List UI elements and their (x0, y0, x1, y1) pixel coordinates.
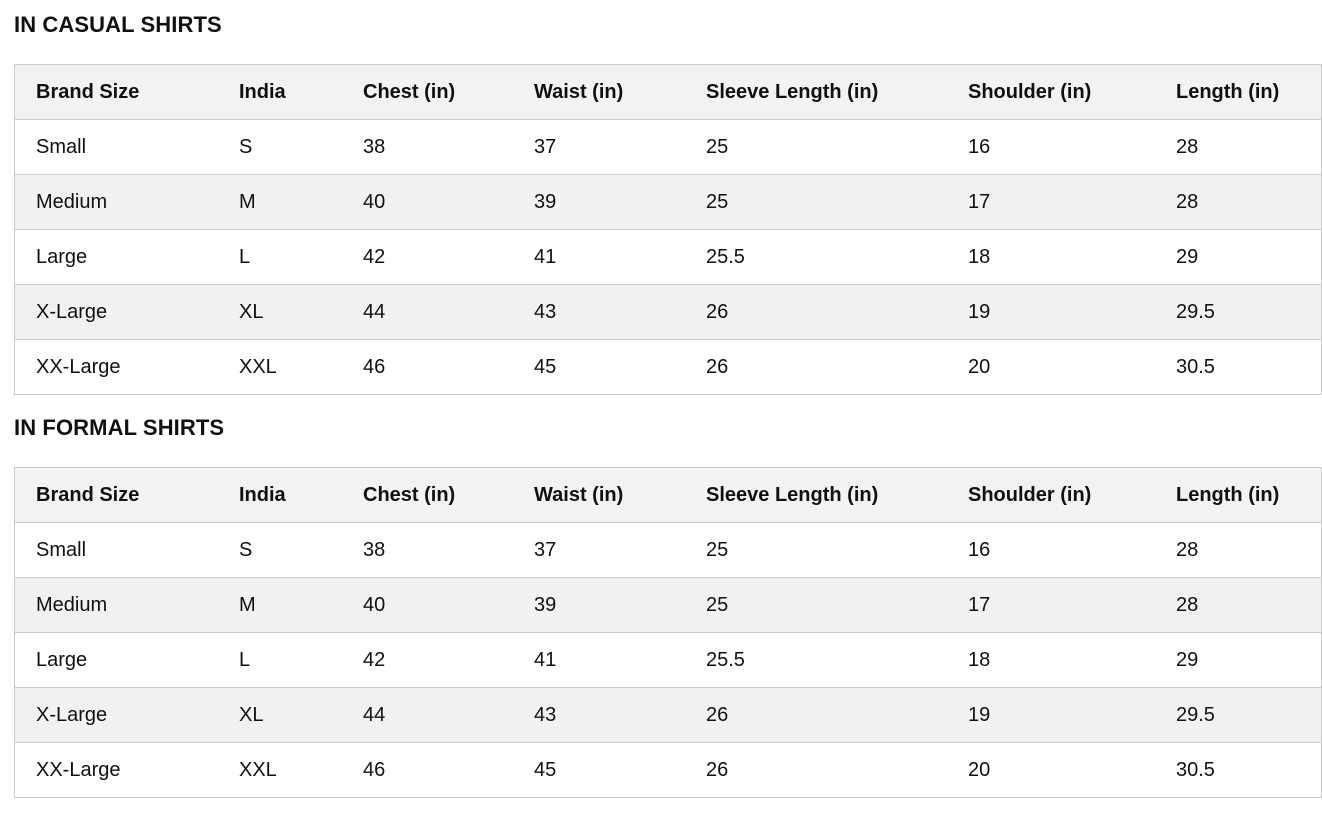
cell-length-in: 28 (1155, 120, 1322, 175)
table-row (15, 175, 1322, 230)
column-header-sleeve-length-in: Sleeve Length (in) (685, 468, 947, 523)
cell-brand-size: Small (15, 523, 219, 578)
cell-india: XL (218, 688, 342, 743)
cell-waist-in: 45 (513, 340, 685, 395)
table-row (15, 230, 1322, 285)
cell-waist-in: 43 (513, 688, 685, 743)
cell-chest-in: 44 (342, 688, 513, 743)
cell-brand-size: Small (15, 120, 219, 175)
size-table (14, 64, 1322, 395)
size-section-in-casual-shirts (14, 12, 1280, 395)
cell-brand-size: Medium (15, 578, 219, 633)
cell-sleeve-length-in: 25 (685, 578, 947, 633)
cell-shoulder-in: 19 (947, 285, 1155, 340)
cell-chest-in: 38 (342, 523, 513, 578)
column-header-india: India (218, 468, 342, 523)
cell-waist-in: 39 (513, 175, 685, 230)
cell-sleeve-length-in: 25 (685, 523, 947, 578)
table-row (15, 120, 1322, 175)
cell-sleeve-length-in: 26 (685, 285, 947, 340)
cell-sleeve-length-in: 26 (685, 743, 947, 798)
size-table-body (15, 120, 1322, 395)
cell-sleeve-length-in: 25 (685, 120, 947, 175)
cell-length-in: 28 (1155, 523, 1322, 578)
column-header-brand-size: Brand Size (15, 468, 219, 523)
column-header-india: India (218, 65, 342, 120)
cell-waist-in: 37 (513, 523, 685, 578)
cell-india: M (218, 175, 342, 230)
cell-sleeve-length-in: 25 (685, 175, 947, 230)
cell-length-in: 30.5 (1155, 340, 1322, 395)
column-header-chest-in: Chest (in) (342, 65, 513, 120)
cell-chest-in: 38 (342, 120, 513, 175)
cell-shoulder-in: 16 (947, 120, 1155, 175)
column-header-shoulder-in: Shoulder (in) (947, 468, 1155, 523)
header-row (15, 65, 1322, 120)
cell-shoulder-in: 20 (947, 743, 1155, 798)
cell-india: XXL (218, 743, 342, 798)
cell-waist-in: 41 (513, 633, 685, 688)
cell-brand-size: XX-Large (15, 340, 219, 395)
table-row (15, 340, 1322, 395)
cell-india: L (218, 633, 342, 688)
cell-chest-in: 40 (342, 175, 513, 230)
column-header-length-in: Length (in) (1155, 468, 1322, 523)
cell-brand-size: Medium (15, 175, 219, 230)
cell-waist-in: 39 (513, 578, 685, 633)
column-header-waist-in: Waist (in) (513, 65, 685, 120)
table-row (15, 523, 1322, 578)
cell-length-in: 29 (1155, 230, 1322, 285)
cell-india: XL (218, 285, 342, 340)
cell-waist-in: 37 (513, 120, 685, 175)
column-header-chest-in: Chest (in) (342, 468, 513, 523)
table-row (15, 633, 1322, 688)
size-table-header (15, 468, 1322, 523)
cell-length-in: 28 (1155, 175, 1322, 230)
section-heading: IN FORMAL SHIRTS (14, 415, 225, 440)
cell-india: L (218, 230, 342, 285)
cell-brand-size: Large (15, 633, 219, 688)
cell-shoulder-in: 18 (947, 230, 1155, 285)
cell-brand-size: X-Large (15, 688, 219, 743)
cell-sleeve-length-in: 25.5 (685, 230, 947, 285)
cell-india: S (218, 523, 342, 578)
cell-length-in: 29 (1155, 633, 1322, 688)
cell-waist-in: 43 (513, 285, 685, 340)
cell-chest-in: 44 (342, 285, 513, 340)
cell-sleeve-length-in: 26 (685, 688, 947, 743)
header-row (15, 468, 1322, 523)
cell-shoulder-in: 19 (947, 688, 1155, 743)
size-table-body (15, 523, 1322, 798)
column-header-shoulder-in: Shoulder (in) (947, 65, 1155, 120)
cell-waist-in: 45 (513, 743, 685, 798)
cell-brand-size: Large (15, 230, 219, 285)
cell-shoulder-in: 16 (947, 523, 1155, 578)
cell-length-in: 28 (1155, 578, 1322, 633)
cell-length-in: 29.5 (1155, 285, 1322, 340)
column-header-brand-size: Brand Size (15, 65, 219, 120)
cell-shoulder-in: 20 (947, 340, 1155, 395)
cell-brand-size: X-Large (15, 285, 219, 340)
cell-chest-in: 46 (342, 743, 513, 798)
cell-chest-in: 46 (342, 340, 513, 395)
cell-chest-in: 42 (342, 230, 513, 285)
cell-india: M (218, 578, 342, 633)
cell-shoulder-in: 17 (947, 175, 1155, 230)
size-table-header (15, 65, 1322, 120)
cell-waist-in: 41 (513, 230, 685, 285)
column-header-waist-in: Waist (in) (513, 468, 685, 523)
section-heading: IN CASUAL SHIRTS (14, 12, 222, 37)
cell-india: S (218, 120, 342, 175)
table-row (15, 688, 1322, 743)
table-row (15, 285, 1322, 340)
size-section-in-formal-shirts (14, 415, 1280, 798)
cell-shoulder-in: 18 (947, 633, 1155, 688)
size-table (14, 467, 1322, 798)
column-header-length-in: Length (in) (1155, 65, 1322, 120)
cell-length-in: 30.5 (1155, 743, 1322, 798)
cell-brand-size: XX-Large (15, 743, 219, 798)
cell-chest-in: 42 (342, 633, 513, 688)
table-row (15, 743, 1322, 798)
column-header-sleeve-length-in: Sleeve Length (in) (685, 65, 947, 120)
cell-shoulder-in: 17 (947, 578, 1155, 633)
cell-chest-in: 40 (342, 578, 513, 633)
cell-sleeve-length-in: 25.5 (685, 633, 947, 688)
cell-length-in: 29.5 (1155, 688, 1322, 743)
cell-india: XXL (218, 340, 342, 395)
cell-sleeve-length-in: 26 (685, 340, 947, 395)
table-row (15, 578, 1322, 633)
